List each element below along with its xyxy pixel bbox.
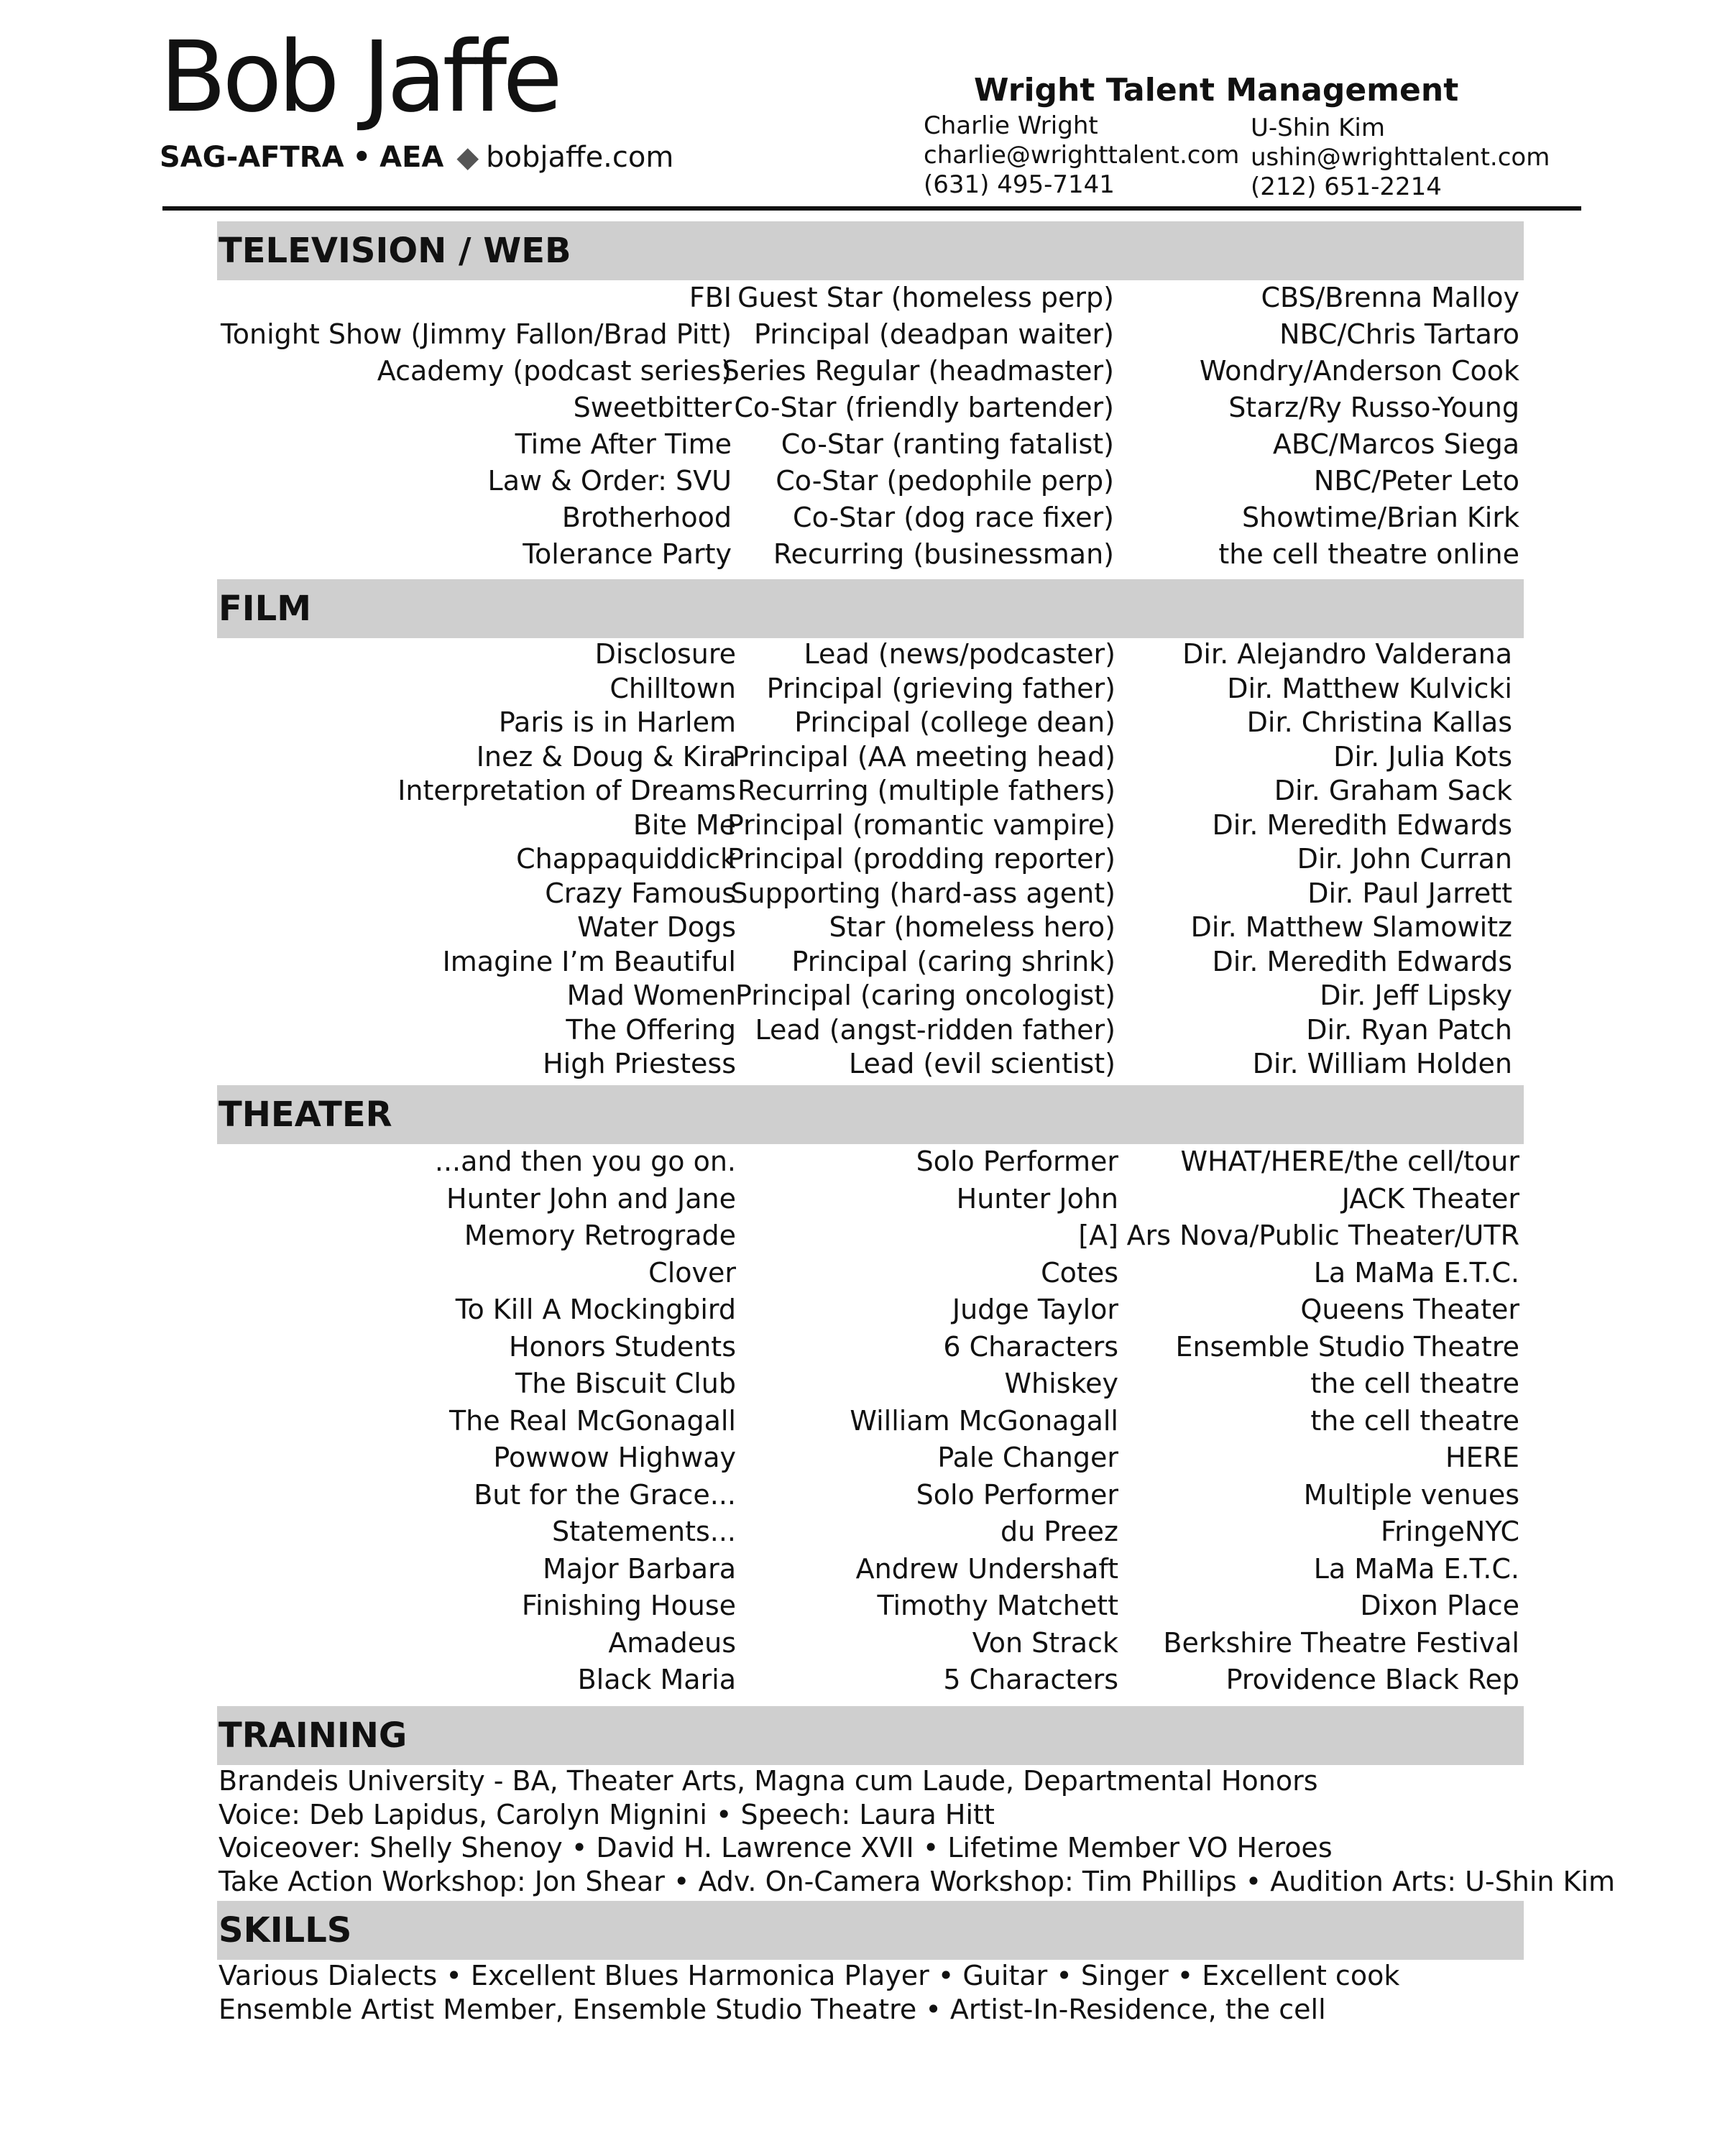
credit-row <box>217 1553 1524 1590</box>
website-link[interactable]: bobjaffe.com <box>486 141 674 174</box>
credit-row <box>217 1516 1524 1553</box>
section-heading-film <box>217 579 1524 638</box>
credit-row <box>217 465 1524 502</box>
credit-venue: Dir. William Holden <box>1252 1048 1512 1079</box>
credit-row <box>217 1590 1524 1627</box>
credit-title: Finishing House <box>521 1590 736 1621</box>
credit-row <box>217 1014 1524 1049</box>
credit-row <box>217 538 1524 575</box>
credit-role: Principal (deadpan waiter) <box>754 318 1114 350</box>
credit-role: Co-Star (pedophile perp) <box>776 465 1114 497</box>
credit-title: Interpretation of Dreams <box>397 775 736 806</box>
bullet-separator: • <box>352 141 372 174</box>
agent-email[interactable]: ushin@wrighttalent.com <box>1251 143 1550 172</box>
credit-role: Cotes <box>1041 1256 1118 1289</box>
credit-role: Judge Taylor <box>952 1294 1118 1325</box>
credit-title: But for the Grace... <box>474 1478 736 1511</box>
credit-title: Time After Time <box>515 428 732 460</box>
credit-venue: WHAT/HERE/the cell/tour <box>1180 1146 1519 1177</box>
credit-venue: NBC/Chris Tartaro <box>1279 318 1519 350</box>
credit-role: Co-Star (dog race fixer) <box>793 502 1114 533</box>
credit-row <box>217 980 1524 1014</box>
credit-row <box>217 1405 1524 1442</box>
credit-row <box>217 1442 1524 1479</box>
credit-role: 5 Characters <box>943 1664 1118 1695</box>
skills-list <box>218 1959 1399 2026</box>
credit-venue: Dir. Paul Jarrett <box>1307 877 1512 909</box>
credit-title: FBI <box>689 282 732 313</box>
credit-row <box>217 282 1524 318</box>
credit-title: Inez & Doug & Kira <box>476 740 736 773</box>
section-heading-training <box>217 1706 1524 1765</box>
theater-credits <box>217 1146 1524 1701</box>
credit-venue: FringeNYC <box>1381 1516 1519 1547</box>
credit-role: Series Regular (headmaster) <box>722 355 1114 387</box>
credit-venue: the cell theatre online <box>1218 538 1519 570</box>
credit-venue: the cell theatre <box>1310 1368 1519 1399</box>
credit-role: Pale Changer <box>937 1442 1118 1473</box>
skills-line: Various Dialects • Excellent Blues Harmonica Player • Guitar • Singer • Excellent cook <box>218 1960 1400 1991</box>
credit-title: The Offering <box>566 1013 736 1046</box>
credit-role: Solo Performer <box>916 1146 1118 1177</box>
credit-venue: Providence Black Rep <box>1225 1664 1519 1695</box>
credit-venue: Dir. Meredith Edwards <box>1212 945 1512 977</box>
credit-venue: Dir. Matthew Kulvicki <box>1227 672 1512 704</box>
credit-role: Recurring (businessman) <box>773 538 1114 570</box>
credit-role: Co-Star (friendly bartender) <box>734 392 1114 423</box>
credit-title: Brotherhood <box>561 502 732 533</box>
credit-role: Andrew Undershaft <box>855 1552 1118 1585</box>
credit-row <box>217 843 1524 877</box>
credit-title: Sweetbitter <box>573 392 732 423</box>
credit-venue: Dir. Christina Kallas <box>1246 706 1512 738</box>
union-sag-aftra: SAG-AFTRA <box>160 141 344 174</box>
credit-row <box>217 1479 1524 1516</box>
training-line: Voiceover: Shelly Shenoy • David H. Lawrence XVII • Lifetime Member VO Heroes <box>218 1832 1333 1864</box>
credit-venue: Dixon Place <box>1360 1590 1519 1621</box>
section-heading-text: SKILLS <box>218 1910 352 1950</box>
credit-title: Tonight Show (Jimmy Fallon/Brad Pitt) <box>221 318 732 350</box>
agent-email[interactable]: charlie@wrighttalent.com <box>924 141 1240 170</box>
credit-row <box>217 706 1524 741</box>
credit-title: ...and then you go on. <box>434 1146 736 1177</box>
credit-role: Star (homeless hero) <box>829 911 1116 943</box>
credit-venue: Dir. Julia Kots <box>1333 740 1512 773</box>
agent-name: Charlie Wright <box>924 111 1098 140</box>
training-list <box>218 1764 1615 1898</box>
credit-row <box>217 946 1524 980</box>
credit-venue: Showtime/Brian Kirk <box>1242 502 1519 533</box>
credit-venue: Starz/Ry Russo-Young <box>1228 392 1519 423</box>
credit-title: Black Maria <box>577 1664 736 1695</box>
credit-role: Principal (prodding reporter) <box>727 843 1116 875</box>
credit-role: Whiskey <box>1004 1368 1118 1399</box>
credit-role: Solo Performer <box>916 1478 1118 1511</box>
section-heading-text: TELEVISION / WEB <box>218 231 571 271</box>
credit-role: Von Strack <box>972 1626 1118 1659</box>
credit-row <box>217 1146 1524 1183</box>
credit-venue: La MaMa E.T.C. <box>1313 1552 1519 1585</box>
film-credits <box>217 638 1524 1082</box>
credit-venue: Dir. John Curran <box>1297 843 1512 875</box>
credit-role: Recurring (multiple fathers) <box>737 775 1116 806</box>
union-line <box>160 141 673 174</box>
credit-title: Honors Students <box>508 1330 736 1363</box>
credit-row <box>217 1368 1524 1405</box>
credit-title: Clover <box>648 1256 736 1289</box>
credit-row <box>217 1627 1524 1664</box>
credit-title: Academy (podcast series) <box>377 355 732 387</box>
credit-title: Chilltown <box>610 672 736 704</box>
credit-title: Imagine I’m Beautiful <box>442 945 736 977</box>
agent-name: U-Shin Kim <box>1251 114 1385 142</box>
section-heading-text: TRAINING <box>218 1715 408 1756</box>
credit-venue: La MaMa E.T.C. <box>1313 1256 1519 1289</box>
credit-row <box>217 1294 1524 1331</box>
credit-role: Principal (grieving father) <box>766 672 1116 704</box>
credit-venue: Ensemble Studio Theatre <box>1175 1330 1519 1363</box>
credit-title: Paris is in Harlem <box>498 706 736 738</box>
credit-role: Principal (caring oncologist) <box>735 980 1116 1011</box>
skills-line: Ensemble Artist Member, Ensemble Studio Theatre • Artist-In-Residence, the cell <box>218 1993 1326 2025</box>
credit-role: Lead (angst-ridden father) <box>755 1013 1116 1046</box>
credit-title: Tolerance Party <box>523 538 732 570</box>
credit-row <box>217 502 1524 538</box>
credit-title: Memory Retrograde <box>464 1220 736 1251</box>
credit-venue: Dir. Jeff Lipsky <box>1320 980 1512 1011</box>
credit-role: William McGonagall <box>850 1404 1118 1437</box>
agency-name: Wright Talent Management <box>974 72 1459 109</box>
credit-row <box>217 775 1524 809</box>
union-aea: AEA <box>380 141 444 174</box>
credit-row <box>217 638 1524 673</box>
credit-venue: Wondry/Anderson Cook <box>1199 355 1519 387</box>
credit-role: Lead (news/podcaster) <box>804 638 1116 670</box>
diamond-icon: ◆ <box>456 141 479 174</box>
credit-role: Principal (college dean) <box>794 706 1116 738</box>
training-line: Voice: Deb Lapidus, Carolyn Mignini • Speech: Laura Hitt <box>218 1798 995 1830</box>
credit-role: Principal (AA meeting head) <box>732 740 1116 773</box>
credit-title: Law & Order: SVU <box>487 465 732 497</box>
credit-row <box>217 1257 1524 1294</box>
credit-role: Supporting (hard-ass agent) <box>730 877 1116 909</box>
credit-role: [A] <box>1078 1220 1118 1251</box>
credit-venue: Dir. Ryan Patch <box>1306 1013 1512 1046</box>
credit-role: Lead (evil scientist) <box>849 1048 1116 1079</box>
credit-row <box>217 355 1524 392</box>
credit-title: High Priestess <box>543 1048 736 1079</box>
section-heading-skills <box>217 1901 1524 1960</box>
credit-role: Guest Star (homeless perp) <box>737 282 1114 313</box>
agent-phone[interactable]: (631) 495-7141 <box>924 170 1115 199</box>
section-heading-theater <box>217 1085 1524 1144</box>
training-line: Take Action Workshop: Jon Shear • Adv. On-Camera Workshop: Tim Phillips • Audition Arts: U-Shin Kim <box>218 1865 1616 1897</box>
section-heading-tv <box>217 221 1524 280</box>
credit-venue: Berkshire Theatre Festival <box>1163 1626 1519 1659</box>
credit-title: Hunter John and Jane <box>446 1182 736 1215</box>
credit-row <box>217 392 1524 428</box>
agent-contact-2 <box>1251 114 1550 202</box>
credit-row <box>217 428 1524 465</box>
credit-venue: NBC/Peter Leto <box>1313 465 1519 497</box>
agent-phone[interactable]: (212) 651-2214 <box>1251 172 1442 201</box>
credit-venue: Ars Nova/Public Theater/UTR <box>1126 1220 1519 1251</box>
credit-title: Major Barbara <box>543 1552 736 1585</box>
credit-title: Chappaquiddick <box>516 843 736 875</box>
credit-row <box>217 911 1524 946</box>
credit-role: 6 Characters <box>943 1330 1118 1363</box>
credit-venue: Dir. Matthew Slamowitz <box>1190 911 1512 943</box>
credit-row <box>217 1048 1524 1082</box>
training-line: Brandeis University - BA, Theater Arts, Magna cum Laude, Departmental Honors <box>218 1765 1318 1797</box>
credit-venue: Queens Theater <box>1300 1294 1519 1325</box>
credit-row <box>217 1664 1524 1701</box>
credit-row <box>217 877 1524 912</box>
credit-venue: ABC/Marcos Siega <box>1272 428 1519 460</box>
credit-role: du Preez <box>1000 1516 1118 1547</box>
credit-role: Hunter John <box>956 1182 1118 1215</box>
credit-title: Mad Women <box>566 980 736 1011</box>
credit-row <box>217 741 1524 775</box>
credit-row <box>217 1331 1524 1368</box>
credit-role: Principal (caring shrink) <box>791 945 1116 977</box>
credit-venue: Dir. Graham Sack <box>1274 775 1512 806</box>
credit-role: Principal (romantic vampire) <box>727 808 1116 841</box>
credit-venue: Dir. Alejandro Valderana <box>1182 638 1512 670</box>
credit-title: Disclosure <box>594 638 736 670</box>
section-heading-text: THEATER <box>218 1095 392 1135</box>
credit-venue: Multiple venues <box>1303 1478 1519 1511</box>
agent-contact-1 <box>924 111 1239 200</box>
credit-venue: Dir. Meredith Edwards <box>1212 808 1512 841</box>
header-divider <box>162 206 1581 211</box>
credit-title: Bite Me <box>632 808 736 841</box>
credit-row <box>217 673 1524 707</box>
credit-row <box>217 1220 1524 1257</box>
credit-title: Water Dogs <box>577 911 736 943</box>
tv-credits <box>217 282 1524 575</box>
credit-title: To Kill A Mockingbird <box>455 1294 736 1325</box>
credit-title: Powwow Highway <box>493 1442 736 1473</box>
section-heading-text: FILM <box>218 589 311 629</box>
credit-venue: CBS/Brenna Malloy <box>1261 282 1519 313</box>
actor-name: Bob Jaffe <box>160 21 558 134</box>
credit-row <box>217 809 1524 844</box>
credit-title: The Real McGonagall <box>448 1404 736 1437</box>
credit-role: Timothy Matchett <box>877 1590 1118 1621</box>
credit-row <box>217 318 1524 355</box>
credit-venue: the cell theatre <box>1310 1404 1519 1437</box>
credit-title: The Biscuit Club <box>515 1368 736 1399</box>
credit-row <box>217 1183 1524 1220</box>
credit-title: Statements... <box>552 1516 736 1547</box>
credit-venue: HERE <box>1445 1442 1519 1473</box>
credit-venue: JACK Theater <box>1341 1182 1519 1215</box>
credit-title: Amadeus <box>608 1626 736 1659</box>
credit-title: Crazy Famous <box>545 877 736 909</box>
credit-role: Co-Star (ranting fatalist) <box>781 428 1114 460</box>
